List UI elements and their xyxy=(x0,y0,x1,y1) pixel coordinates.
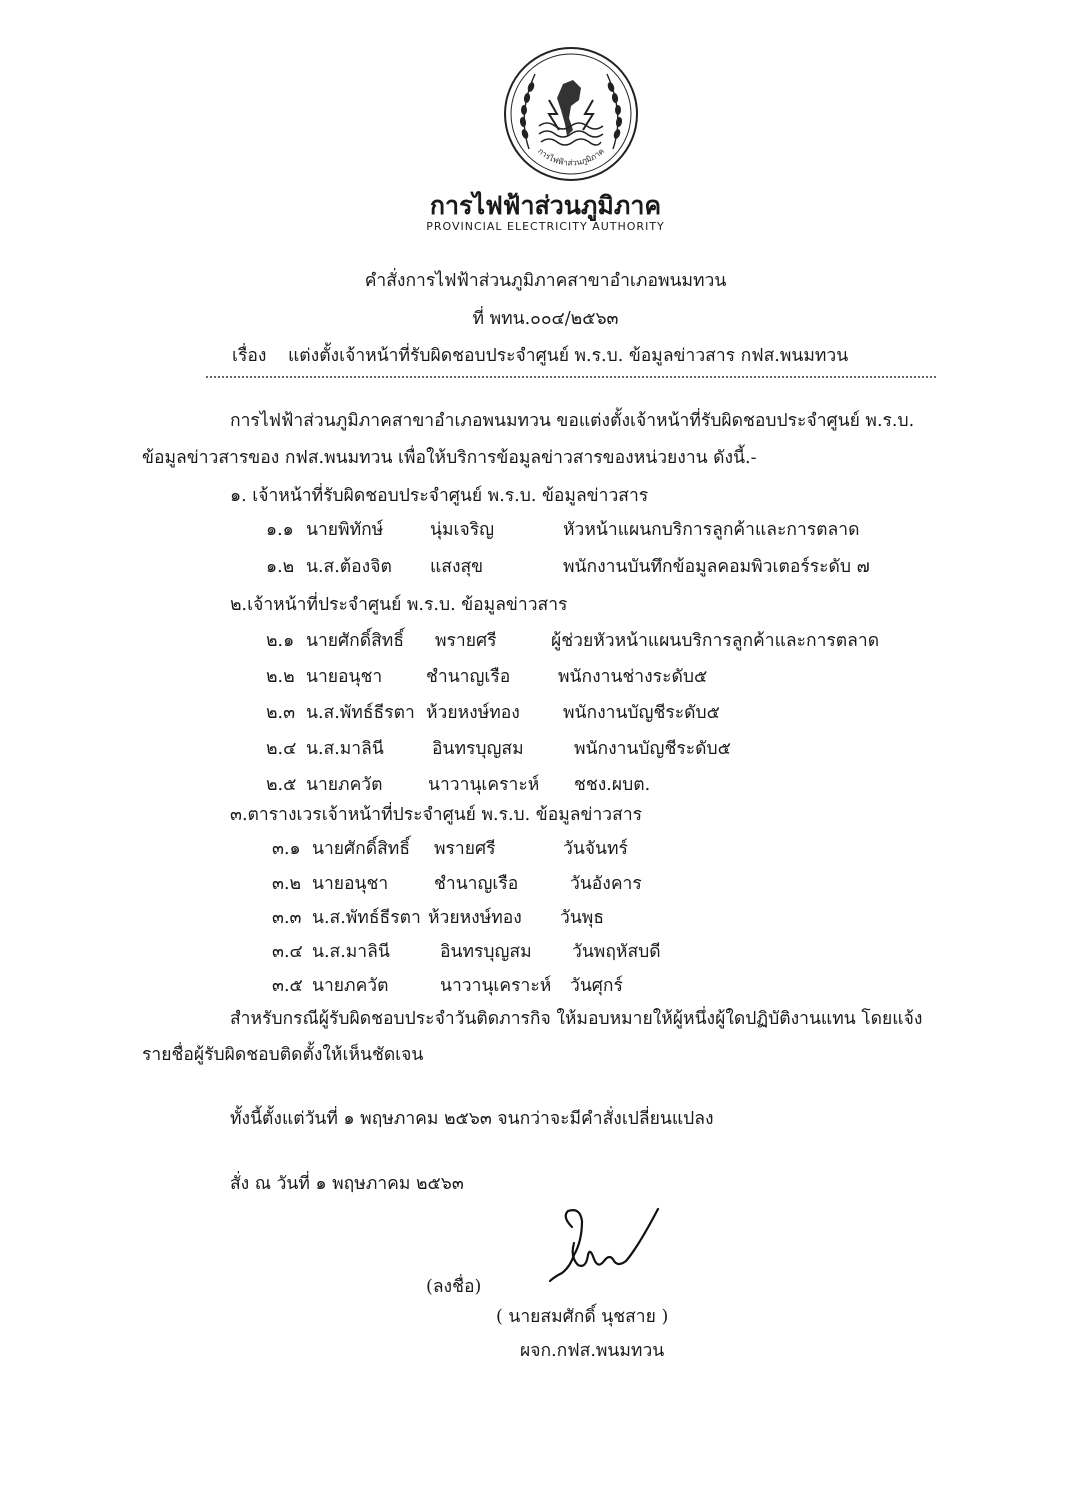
list-item-number: ๓.๒ xyxy=(272,874,302,894)
list-item-number: ๒.๒ xyxy=(266,667,295,687)
signer-name: ( นายสมศักดิ์ นุชสาย ) xyxy=(496,1307,669,1327)
list-item-surname: นุ่มเจริญ xyxy=(430,520,495,540)
section-2-heading: ๒.เจ้าหน้าที่ประจำศูนย์ พ.ร.บ. ข้อมูลข่าวสาร xyxy=(230,595,568,615)
list-item-number: ๒.๔ xyxy=(266,739,297,759)
order-date: สั่ง ณ วันที่ ๑ พฤษภาคม ๒๕๖๓ xyxy=(230,1174,464,1194)
list-item-position: พนักงานบัญชีระดับ๕ xyxy=(563,703,720,723)
intro-line-2: ข้อมูลข่าวสารของ กฟส.พนมทวน เพื่อให้บริการข้อมูลข่าวสารของหน่วยงาน ดังนี้.- xyxy=(142,448,757,468)
list-item-name: นายศักดิ์สิทธิ์ xyxy=(306,631,405,651)
separator-dotted-line xyxy=(206,376,936,378)
list-item-day: วันพุธ xyxy=(560,908,605,928)
handwritten-signature xyxy=(540,1207,670,1297)
list-item-name: นายศักดิ์สิทธิ์ xyxy=(312,839,411,859)
note-line-1: สำหรับกรณีผู้รับผิดชอบประจำวันติดภารกิจ ให้มอบหมายให้ผู้หนึ่งผู้ใดปฏิบัติงานแทน โดยแจ้ง xyxy=(230,1009,923,1029)
list-item-surname: ห้วยหงษ์ทอง xyxy=(428,908,522,928)
organization-name-english: PROVINCIAL ELECTRICITY AUTHORITY xyxy=(426,220,665,233)
order-number: ที่ พทน.๐๐๔/๒๕๖๓ xyxy=(472,309,619,329)
list-item-day: วันอังคาร xyxy=(570,874,642,894)
subject-label: เรื่อง xyxy=(232,346,267,366)
list-item-number: ๑.๑ xyxy=(266,520,294,540)
list-item-surname: แสงสุข xyxy=(430,557,484,577)
list-item-number: ๓.๑ xyxy=(272,839,301,859)
list-item-day: วันศุกร์ xyxy=(570,976,623,996)
sign-label: (ลงชื่อ) xyxy=(426,1277,482,1297)
list-item-position: ผู้ช่วยหัวหน้าแผนบริการลูกค้าและการตลาด xyxy=(551,631,880,651)
list-item-number: ๓.๕ xyxy=(272,976,303,996)
list-item-surname: นาวานุเคราะห์ xyxy=(428,775,540,795)
list-item-number: ๓.๓ xyxy=(272,908,302,928)
list-item-name: น.ส.มาลินี xyxy=(312,942,390,962)
list-item-surname: อินทรบุญสม xyxy=(440,942,532,962)
list-item-day: วันพฤหัสบดี xyxy=(572,942,661,962)
list-item-surname: ชำนาญเรือ xyxy=(434,874,519,894)
list-item-surname: ชำนาญเรือ xyxy=(426,667,511,687)
list-item-name: น.ส.มาลินี xyxy=(306,739,384,759)
list-item-position: หัวหน้าแผนกบริการลูกค้าและการตลาด xyxy=(563,520,860,540)
organization-name-thai: การไฟฟ้าส่วนภูมิภาค xyxy=(429,191,662,220)
signer-position: ผจก.กฟส.พนมทวน xyxy=(520,1341,665,1361)
list-item-position: พนักงานบัญชีระดับ๕ xyxy=(574,739,731,759)
list-item-surname: พรายศรี xyxy=(435,631,497,651)
list-item-number: ๑.๒ xyxy=(266,557,295,577)
list-item-position: พนักงานบันทึกข้อมูลคอมพิวเตอร์ระดับ ๗ xyxy=(563,557,870,577)
list-item-surname: นาวานุเคราะห์ xyxy=(440,976,552,996)
list-item-number: ๒.๑ xyxy=(266,631,295,651)
list-item-surname: อินทรบุญสม xyxy=(432,739,524,759)
list-item-name: นายอนุชา xyxy=(306,667,383,687)
list-item-name: น.ส.ต้องจิต xyxy=(306,557,392,577)
section-3-heading: ๓.ตารางเวรเจ้าหน้าที่ประจำศูนย์ พ.ร.บ. ข้อมูลข่าวสาร xyxy=(230,805,643,825)
intro-line-1: การไฟฟ้าส่วนภูมิภาคสาขาอำเภอพนมทวน ขอแต่งตั้งเจ้าหน้าที่รับผิดชอบประจำศูนย์ พ.ร.บ. xyxy=(230,411,915,431)
list-item-name: น.ส.พัทธ์ธีรตา xyxy=(312,908,421,928)
list-item-name: นายภควัต xyxy=(306,775,383,795)
section-1-heading: ๑. เจ้าหน้าที่รับผิดชอบประจำศูนย์ พ.ร.บ. ข้อมูลข่าวสาร xyxy=(230,486,649,506)
list-item-name: นายภควัต xyxy=(312,976,389,996)
svg-text:การไฟฟ้าส่วนภูมิภาค: การไฟฟ้าส่วนภูมิภาค xyxy=(536,146,606,168)
note-line-2: รายชื่อผู้รับผิดชอบติดตั้งให้เห็นชัดเจน xyxy=(142,1045,424,1065)
subject-text: แต่งตั้งเจ้าหน้าที่รับผิดชอบประจำศูนย์ พ.ร.บ. ข้อมูลข่าวสาร กฟส.พนมทวน xyxy=(288,346,849,366)
list-item-surname: พรายศรี xyxy=(434,839,496,859)
list-item-name: น.ส.พัทธ์ธีรตา xyxy=(306,703,415,723)
list-item-day: วันจันทร์ xyxy=(563,839,628,859)
order-title: คำสั่งการไฟฟ้าส่วนภูมิภาคสาขาอำเภอพนมทวน xyxy=(364,271,727,291)
list-item-number: ๓.๔ xyxy=(272,942,303,962)
list-item-position: พนักงานช่างระดับ๕ xyxy=(558,667,708,687)
list-item-surname: ห้วยหงษ์ทอง xyxy=(426,703,520,723)
list-item-name: นายอนุชา xyxy=(312,874,389,894)
effective-date: ทั้งนี้ตั้งแต่วันที่ ๑ พฤษภาคม ๒๕๖๓ จนกว่าจะมีคำสั่งเปลี่ยนแปลง xyxy=(230,1109,714,1129)
pea-seal-logo xyxy=(501,44,641,184)
list-item-number: ๒.๓ xyxy=(266,703,296,723)
list-item-position: ชชง.ผบต. xyxy=(574,775,651,795)
list-item-number: ๒.๕ xyxy=(266,775,297,795)
list-item-name: นายพิทักษ์ xyxy=(306,520,384,540)
